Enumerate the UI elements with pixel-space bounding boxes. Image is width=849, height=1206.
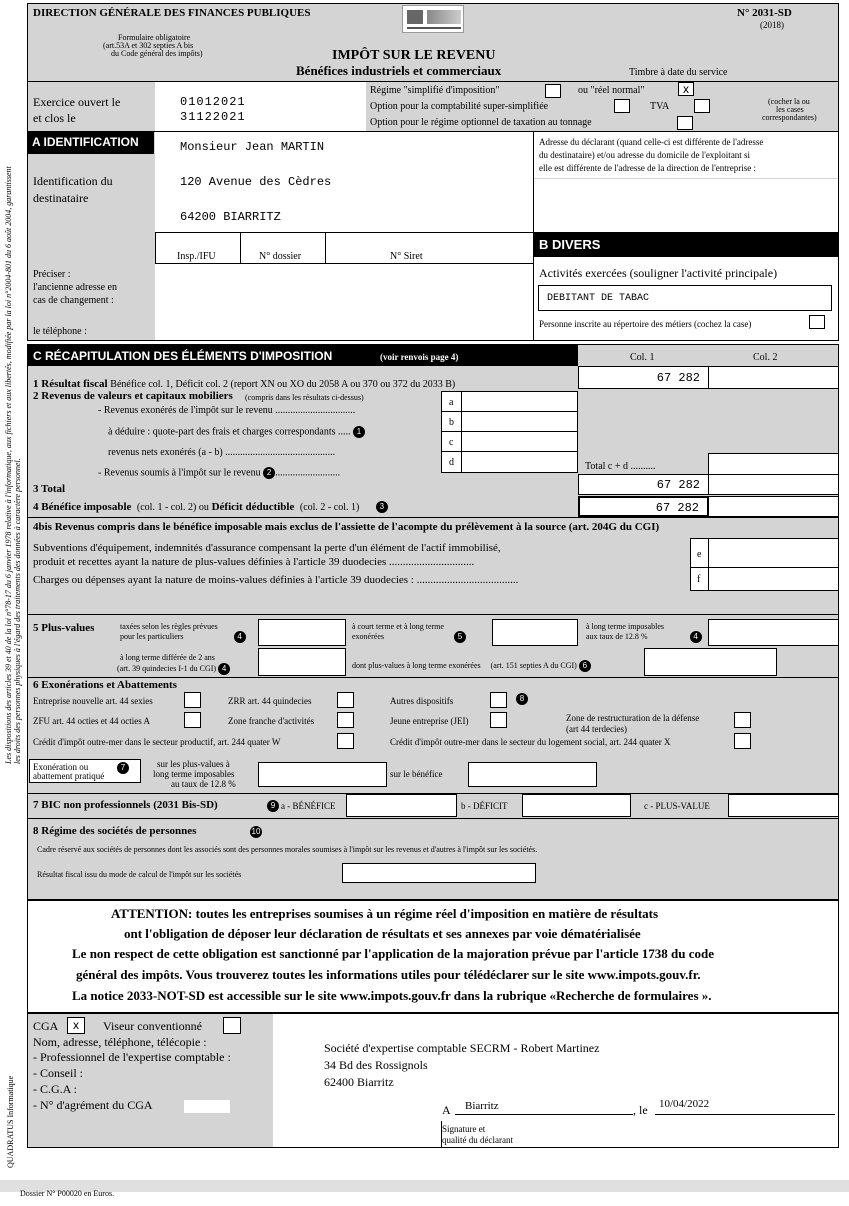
agrement-field[interactable]: [184, 1100, 230, 1113]
soc-result-field[interactable]: [342, 863, 536, 883]
r2-c-field[interactable]: [461, 431, 578, 452]
soc-result-label: Résultat fiscal issu du mode de calcul de l'impôt sur les sociétés: [37, 870, 242, 879]
option-super-checkbox[interactable]: [614, 99, 630, 113]
attention-line-5: La notice 2033-NOT-SD est accessible sur le site www.impots.gouv.fr dans la rubrique «Recherche de formulaires ».: [72, 988, 712, 1003]
dossier-label: N° dossier: [259, 251, 302, 262]
bic-b-field[interactable]: [522, 794, 631, 817]
firm-city[interactable]: 62400 Biarritz: [324, 1075, 394, 1089]
attention-line-3: Le non respect de cette obligation est sanctionné par l'application de la majoration prévue par l'article 1738 du code: [72, 946, 715, 961]
r4-label: 4 Bénéfice imposable (col. 1 - col. 2) ou Déficit déductible (col. 2 - col. 1) 3: [33, 501, 388, 513]
cocher-note-3: correspondantes): [762, 113, 817, 122]
tva-checkbox[interactable]: [694, 99, 710, 113]
ex-11b: long terme imposables: [153, 769, 235, 779]
ex-note-7: 7: [117, 762, 129, 774]
bic-c-field[interactable]: [728, 794, 839, 817]
option-super-label: Option pour la comptabilité super-simplifiée: [370, 101, 549, 112]
dgfp-title: DIRECTION GÉNÉRALE DES FINANCES PUBLIQUES: [33, 7, 311, 19]
old-address-field[interactable]: [155, 264, 533, 340]
bic-note-9: 9: [267, 800, 279, 812]
r2-b-field[interactable]: [461, 411, 578, 432]
bic-b-label: b - DÉFICIT: [461, 801, 508, 811]
pv-lt-exonerees-field[interactable]: [644, 648, 777, 676]
form-subtitle: Bénéfices industriels et commerciaux: [296, 63, 502, 78]
renvois-note: (voir renvois page 4): [380, 352, 459, 362]
soc-note-10: 10: [251, 827, 261, 836]
regime-simplifie-checkbox[interactable]: [545, 84, 561, 98]
reel-normal-label: ou "réel normal": [578, 85, 645, 96]
pv-3a: à long terme imposables: [586, 622, 664, 631]
option-tonnage-checkbox[interactable]: [677, 116, 693, 130]
agrement-label: - N° d'agrément du CGA: [33, 1098, 153, 1112]
r3-col1[interactable]: 67 282: [578, 474, 709, 495]
bic-c-label: c - PLUS-VALUE: [644, 801, 710, 811]
mandatory-note-3: du Code général des impôts): [111, 49, 203, 58]
siret-label: N° Siret: [390, 251, 423, 262]
col2-header: Col. 2: [753, 352, 778, 363]
a-label: A: [442, 1103, 451, 1117]
r4bis-title: 4bis Revenus compris dans le bénéfice imposable mais exclus de l'assiette de l'acompte du prélèvement à la source (art. 204G du CGI): [33, 521, 660, 533]
r4-col1[interactable]: 67 282: [578, 496, 709, 517]
soc-title: 8 Régime des sociétés de personnes: [33, 825, 197, 837]
pv-2b: exonérées 5: [352, 631, 466, 643]
charges-line: Charges ou dépenses ayant la nature de moins-values définies à l'article 39 duodecies : .....................................: [33, 574, 519, 586]
addressee-city[interactable]: 64200 BIARRITZ: [180, 210, 281, 224]
mandatory-note-2: (art.53A et 302 septies A bis: [103, 41, 194, 50]
section-b-title: B DIVERS: [534, 233, 838, 257]
firm-street[interactable]: 34 Bd des Rossignols: [324, 1058, 428, 1072]
stamp-label: Timbre à date du service: [629, 67, 728, 78]
pv-title: 5 Plus-values: [33, 622, 95, 634]
le-label: , le: [633, 1103, 648, 1117]
bottom-strip: [0, 1180, 849, 1192]
total-cd-field[interactable]: [708, 453, 839, 475]
signature-label-2: qualité du déclarant: [442, 1135, 513, 1145]
ex-1-checkbox[interactable]: [184, 692, 201, 708]
dossier-footer: Dossier N° P00020 en Euros.: [20, 1189, 115, 1198]
addr-note-3: elle est différente de l'adresse de la direction de l'entreprise :: [539, 163, 756, 173]
r2-letter-d: d: [441, 451, 462, 473]
nom-label: Nom, adresse, téléphone, télécopie :: [33, 1035, 207, 1049]
total-cd-label: Total c + d ..........: [585, 461, 656, 472]
ex-10b: abattement pratiqué: [33, 771, 105, 781]
r2-b-label: à déduire : quote-part des frais et charges correspondants ..... 1: [108, 426, 365, 438]
ex-6: Jeune entreprise (JEI): [390, 716, 469, 726]
firm-name[interactable]: Société d'expertise comptable SECRM - Robert Martinez: [324, 1041, 600, 1055]
ex-12: sur le bénéfice: [390, 769, 443, 779]
ex-6-checkbox[interactable]: [490, 712, 507, 728]
ex-5: Zone franche d'activités: [228, 716, 315, 726]
cocher-note-2: les cases: [776, 105, 804, 114]
pv-particuliers-field[interactable]: [258, 619, 346, 646]
r2-d-label: - Revenus soumis à l'impôt sur le revenu 2 ..........................: [98, 467, 341, 479]
r2-c-label: revenus nets exonérés (a - b) ............................................: [108, 447, 336, 458]
soc-note: Cadre réservé aux sociétés de personnes dont les associés sont des personnes morales soumises à l'impôt sur les revenus et d'autres à l'impôt sur les sociétés.: [37, 845, 538, 854]
field-f[interactable]: [708, 567, 839, 591]
form-year: (2018): [760, 20, 784, 30]
r2-letter-a: a: [441, 391, 462, 412]
r3-label: 3 Total: [33, 483, 66, 495]
pv-exonerees-field[interactable]: [492, 619, 578, 646]
open-date-field[interactable]: 01012021: [180, 95, 246, 109]
r2-a-label: - Revenus exonérés de l'impôt sur le revenu ................................: [98, 405, 356, 416]
close-date-field[interactable]: 31122021: [180, 110, 246, 124]
r1-label: 1 Résultat fiscal Bénéfice col. 1, Déficit col. 2 (report XN ou XO du 2058 A ou 370 ou 372 du 2033 B): [33, 378, 456, 390]
ex-7b: (art 44 terdecies): [566, 724, 627, 734]
pv-3b: aux taux de 12.8 % 4: [586, 631, 702, 643]
date-field[interactable]: 10/04/2022: [659, 1098, 710, 1110]
r2-letter-c: c: [441, 431, 462, 452]
cga-checkbox[interactable]: x: [67, 1017, 85, 1034]
preciser-1: Préciser :: [33, 269, 71, 280]
r1-col1[interactable]: 67 282: [578, 366, 709, 389]
ex-8-checkbox[interactable]: [337, 733, 354, 749]
ex-7-checkbox[interactable]: [734, 712, 751, 728]
ex-4: ZFU art. 44 octies et 44 octies A: [33, 716, 150, 726]
side-quadra-text: QUADRATUS Informatique: [6, 1075, 15, 1168]
insp-label: Insp./IFU: [177, 251, 216, 262]
pv-differee-field[interactable]: [258, 648, 346, 676]
activity-field[interactable]: DEBITANT DE TABAC: [538, 285, 832, 311]
section-c-title: C RÉCAPITULATION DES ÉLÉMENTS D'IMPOSITION: [33, 349, 333, 363]
addr-note-2: du destinataire) et/ou adresse du domicile de l'exploitant si: [539, 150, 751, 160]
ex-11a: sur les plus-values à: [157, 759, 230, 769]
subv-line-2: produit et recettes ayant la nature de plus-values définies à l'article 39 duodecies ...............................: [33, 556, 475, 568]
r1-col2[interactable]: [708, 366, 839, 389]
pv-5: dont plus-values à long terme exonérées (art. 151 septies A du CGI) 6: [352, 660, 591, 672]
ex-2-checkbox[interactable]: [337, 692, 354, 708]
pv-4a: à long terme différée de 2 ans: [120, 653, 215, 662]
option-tonnage-label: Option pour le régime optionnel de taxation au tonnage: [370, 117, 592, 128]
activites-label: Activités exercées (souligner l'activité principale): [539, 266, 778, 280]
mandatory-note-1: Formulaire obligatoire: [118, 33, 191, 42]
ex-8: Crédit d'impôt outre-mer dans le secteur productif, art. 244 quater W: [33, 737, 281, 747]
r2-a-field[interactable]: [461, 391, 578, 412]
form-title: IMPÔT SUR LE REVENU: [332, 48, 496, 63]
repertoire-checkbox[interactable]: [809, 315, 825, 329]
ex-note-8: 8: [516, 693, 528, 705]
viseur-checkbox[interactable]: [223, 1017, 241, 1034]
ex-5-checkbox[interactable]: [337, 712, 354, 728]
r2-d-field[interactable]: [461, 451, 578, 473]
bic-a-label: a - BÉNÉFICE: [281, 801, 336, 811]
preciser-3: cas de changement :: [33, 295, 114, 306]
ex-3: Autres dispositifs: [390, 696, 454, 706]
r2-note: (compris dans les résultats ci-dessus): [245, 393, 364, 402]
bic-title: 7 BIC non professionnels (2031 Bis-SD): [33, 799, 218, 811]
ex-11c: au taux de 12.8 %: [171, 779, 236, 789]
cga-label: CGA: [33, 1019, 59, 1033]
r2-letter-b: b: [441, 411, 462, 432]
pv-1b: pour les particuliers 4: [120, 631, 246, 643]
pv-2a: à court terme et à long terme: [352, 622, 444, 631]
r4-col2[interactable]: [708, 496, 839, 517]
pv-1a: taxées selon les règles prévues: [120, 622, 218, 631]
reel-normal-checkbox[interactable]: x: [678, 82, 694, 96]
id-label-1: Identification du: [33, 174, 113, 188]
conseil-label: - Conseil :: [33, 1066, 83, 1080]
preciser-2: l'ancienne adresse en: [33, 282, 117, 293]
letter-f: f: [690, 567, 709, 591]
ex-2: ZRR art. 44 quindecies: [228, 696, 312, 706]
cga2-label: - C.G.A :: [33, 1082, 78, 1096]
exercise-open-label: Exercice ouvert le: [33, 95, 121, 109]
ex-title: 6 Exonérations et Abattements: [33, 679, 177, 691]
ex-benefice-field[interactable]: [468, 762, 597, 787]
attention-line-1: ATTENTION: toutes les entreprises soumises à un régime réel d'imposition en matière de résultats: [111, 906, 659, 921]
field-e[interactable]: [708, 538, 839, 568]
repertoire-label: Personne inscrite au répertoire des métiers (cochez la case): [539, 319, 752, 329]
republic-logo: [402, 5, 464, 33]
tva-label: TVA: [650, 101, 670, 112]
bic-a-field[interactable]: [346, 794, 457, 817]
viseur-label: Viseur conventionné: [103, 1019, 202, 1033]
attention-line-4: général des impôts. Vous trouverez toutes les informations utiles pour télédéclarer sur le site www.impots.gouv.fr.: [76, 967, 701, 982]
ex-9: Crédit d'impôt outre-mer dans le secteur du logement social, art. 244 quater X: [390, 737, 671, 747]
place-field[interactable]: Biarritz: [465, 1100, 499, 1112]
form-number: N° 2031-SD: [737, 7, 792, 19]
r3-col2[interactable]: [708, 474, 839, 495]
ex-3-checkbox[interactable]: [490, 692, 507, 708]
ex-10a: Exonération ou: [33, 762, 89, 772]
ex-9-checkbox[interactable]: [734, 733, 751, 749]
letter-e: e: [690, 538, 709, 568]
col1-header: Col. 1: [630, 352, 655, 363]
pv-4b: (art. 39 quindecies I-1 du CGI) 4: [117, 663, 230, 675]
side-legal-text: Les dispositions des articles 39 et 40 de la loi n°78-17 du 6 janvier 1978 relative à l'informatique, aux fichiers et aux libertés, modifiée par la loi n°2004-801 du 6 août 2004, garantissent les droits des personnes physiques à l'égard des traitements des données à caractère personnel.: [4, 166, 22, 764]
ex-plus-values-field[interactable]: [258, 762, 387, 787]
ex-7a: Zone de restructuration de la défense: [566, 713, 700, 723]
telephone-label: le téléphone :: [33, 326, 87, 337]
exercise-close-label: et clos le: [33, 111, 76, 125]
signature-label-1: Signature et: [442, 1124, 486, 1134]
regime-simplifie-label: Régime "simplifié d'imposition": [370, 85, 500, 96]
addressee-street[interactable]: 120 Avenue des Cèdres: [180, 175, 332, 189]
cocher-note-1: (cocher la ou: [768, 97, 810, 106]
addressee-name[interactable]: Monsieur Jean MARTIN: [180, 140, 325, 154]
pv-imposables-field[interactable]: [708, 619, 839, 646]
subv-line-1: Subventions d'équipement, indemnités d'assurance compensant la perte d'un élément de l'actif immobilisé,: [33, 542, 501, 554]
addr-note-1: Adresse du déclarant (quand celle-ci est différente de l'adresse: [539, 137, 764, 147]
ex-1: Entreprise nouvelle art. 44 sexies: [33, 696, 153, 706]
attention-line-2: ont l'obligation de déposer leur déclaration de résultats et ses annexes par voie dématérialisée: [124, 926, 641, 941]
r2-label: 2 Revenus de valeurs et capitaux mobiliers: [33, 390, 233, 402]
id-label-2: destinataire: [33, 191, 89, 205]
section-a-title: A IDENTIFICATION: [28, 132, 154, 154]
ex-4-checkbox[interactable]: [184, 712, 201, 728]
pro-label: - Professionnel de l'expertise comptable :: [33, 1050, 231, 1064]
